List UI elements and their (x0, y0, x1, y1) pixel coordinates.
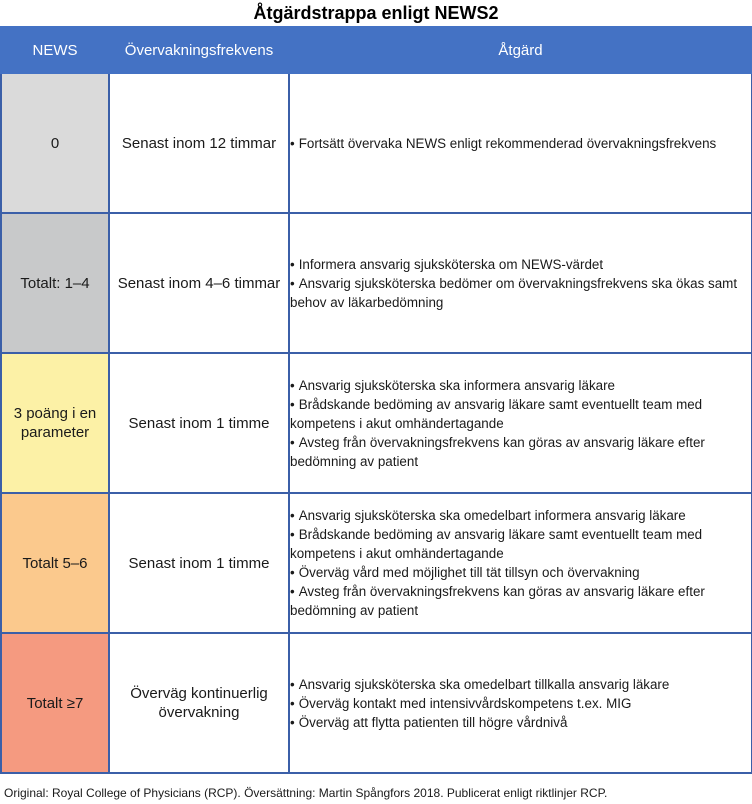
source-footnote: Original: Royal College of Physicians (RCP). Översättning: Martin Spångfors 2018. Publicerat enligt riktlinjer RCP. (4, 786, 608, 800)
table-body (1, 73, 752, 773)
action-item: • Brådskande bedöming av ansvarig läkare samt eventuellt team med kompetens i akut omhändertagande (290, 525, 751, 563)
monitoring-frequency-cell: Senast inom 1 timme (109, 353, 289, 493)
header-news: NEWS (1, 27, 109, 73)
monitoring-frequency-cell: Senast inom 12 timmar (109, 73, 289, 213)
action-item: • Informera ansvarig sjuksköterska om NEWS-värdet (290, 255, 751, 274)
action-item: • Fortsätt övervaka NEWS enligt rekommenderad övervakningsfrekvens (290, 134, 751, 153)
action-list (290, 255, 751, 312)
page-title: Åtgärdstrappa enligt NEWS2 (253, 3, 499, 23)
action-item: • Överväg kontakt med intensivvårdskompetens t.ex. MIG (290, 694, 751, 713)
action-item: • Ansvarig sjuksköterska bedömer om övervakningsfrekvens ska ökas samt behov av läkarbedömning (290, 274, 751, 312)
table-row (1, 633, 752, 773)
table-row (1, 493, 752, 633)
table-row (1, 353, 752, 493)
header-frequency: Övervakningsfrekvens (109, 27, 289, 73)
table-header-row (1, 27, 752, 73)
action-cell (289, 73, 752, 213)
action-list (290, 675, 751, 732)
action-item: • Överväg att flytta patienten till högre vårdnivå (290, 713, 751, 732)
header-action: Åtgärd (289, 27, 752, 73)
news-action-table (0, 26, 752, 774)
action-cell (289, 633, 752, 773)
action-item: • Ansvarig sjuksköterska ska informera ansvarig läkare (290, 376, 751, 395)
news-score-cell: Totalt: 1–4 (1, 213, 109, 353)
action-item: • Avsteg från övervakningsfrekvens kan göras av ansvarig läkare efter bedömning av patient (290, 582, 751, 620)
monitoring-frequency-cell: Överväg kontinuerlig övervakning (109, 633, 289, 773)
monitoring-frequency-cell: Senast inom 4–6 timmar (109, 213, 289, 353)
news-score-cell: Totalt 5–6 (1, 493, 109, 633)
news-score-cell: Totalt ≥7 (1, 633, 109, 773)
table-row (1, 73, 752, 213)
monitoring-frequency-cell: Senast inom 1 timme (109, 493, 289, 633)
action-item: • Brådskande bedöming av ansvarig läkare samt eventuellt team med kompetens i akut omhändertagande (290, 395, 751, 433)
action-item: • Överväg vård med möjlighet till tät tillsyn och övervakning (290, 563, 751, 582)
action-cell (289, 493, 752, 633)
news-score-cell: 0 (1, 73, 109, 213)
table-row (1, 213, 752, 353)
news-score-cell: 3 poäng i en parameter (1, 353, 109, 493)
action-cell (289, 353, 752, 493)
action-item: • Ansvarig sjuksköterska ska omedelbart informera ansvarig läkare (290, 506, 751, 525)
action-list (290, 376, 751, 471)
action-item: • Ansvarig sjuksköterska ska omedelbart tillkalla ansvarig läkare (290, 675, 751, 694)
action-list (290, 134, 751, 153)
action-cell (289, 213, 752, 353)
action-list (290, 506, 751, 620)
action-item: • Avsteg från övervakningsfrekvens kan göras av ansvarig läkare efter bedömning av patient (290, 433, 751, 471)
